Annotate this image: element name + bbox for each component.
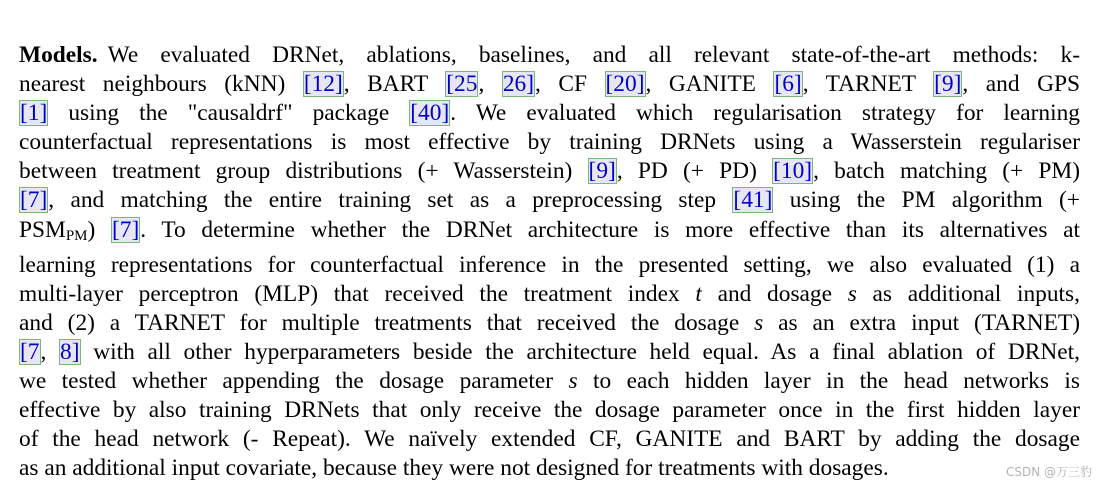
citation-link[interactable]: [12] [303, 71, 343, 98]
citation-link[interactable]: [20] [605, 71, 645, 98]
math-variable: s [754, 309, 764, 336]
citation-link[interactable]: 26] [502, 71, 534, 98]
citation-link[interactable]: [7 [20, 338, 40, 365]
text-line [19, 186, 1080, 215]
citation-link[interactable]: [7] [111, 216, 140, 243]
citation-link[interactable]: [6] [774, 71, 802, 98]
text-run: as an additional input covariate, because they were not designed for treatments with dosages. [19, 455, 889, 482]
text-run: using the "causaldrf" package [48, 100, 410, 127]
math-variable: s [568, 368, 578, 395]
text-line [19, 216, 1080, 251]
subscript: PM [65, 227, 88, 244]
text-run: , and GPS [962, 71, 1080, 98]
text-run: , CF [535, 71, 605, 98]
text-run: PSM [19, 216, 66, 243]
text-line [19, 367, 1080, 396]
text-line [19, 338, 1080, 367]
text-run: counterfactual representations is most effective by training DRNets using a Wasserstein regulariser [19, 129, 1080, 156]
citation-link[interactable]: [10] [773, 158, 813, 185]
citation-link[interactable]: [25 [446, 71, 478, 98]
text-run: , [40, 338, 60, 365]
text-run: of the head network (- Repeat). We naïvely extended CF, GANITE and BART by adding the dosage [19, 426, 1080, 453]
citation-link[interactable]: [9] [934, 71, 962, 98]
text-run: and dosage [701, 280, 848, 307]
text-run: . We evaluated which regularisation strategy for learning [450, 100, 1080, 127]
text-run: , GANITE [645, 71, 774, 98]
text-run: as additional inputs, [856, 280, 1080, 307]
text-line [19, 454, 1080, 483]
text-line [19, 70, 1080, 99]
text-run: with all other hyperparameters beside the architecture held equal. As a final ablation of DRNet, [80, 338, 1080, 365]
text-run: , PD (+ PD) [616, 158, 773, 185]
text-run: , [478, 71, 502, 98]
text-run: , and matching the entire training set as a preprocessing step [48, 187, 733, 214]
citation-link[interactable]: [9] [588, 158, 616, 185]
text-run: we tested whether appending the dosage parameter [19, 368, 569, 395]
text-run: nearest neighbours (kNN) [19, 71, 303, 98]
text-run: , BART [343, 71, 446, 98]
text-line [19, 425, 1080, 454]
text-run: learning representations for counterfactual inference in the presented setting, we also evaluated (1) a [19, 251, 1080, 278]
math-variable: t [695, 280, 702, 307]
text-line [19, 280, 1080, 309]
paragraph-heading: Models. [19, 42, 98, 68]
text-run: multi-layer perceptron (MLP) that received the treatment index [19, 280, 696, 307]
text-line [19, 309, 1080, 338]
text-line [19, 396, 1080, 425]
text-line [19, 157, 1080, 186]
text-line [19, 251, 1080, 280]
text-run: to each hidden layer in the head networks is [577, 368, 1080, 395]
citation-link[interactable]: 8] [60, 338, 80, 365]
text-run: between treatment group distributions (+ Wasserstein) [19, 158, 588, 185]
text-run: and (2) a TARNET for multiple treatments that received the dosage [19, 309, 755, 336]
text-run: as an extra input (TARNET) [763, 309, 1080, 336]
citation-link[interactable]: [40] [410, 100, 450, 127]
citation-link[interactable]: [1] [20, 100, 48, 127]
text-run: , TARNET [802, 71, 934, 98]
csdn-watermark: CSDN @万三豹 [1005, 465, 1092, 479]
text-run: , batch matching (+ PM) [813, 158, 1081, 185]
text-run: ) [87, 216, 111, 243]
text-line [19, 128, 1080, 157]
models-paragraph [19, 41, 1080, 483]
citation-link[interactable]: [7] [20, 187, 48, 214]
math-variable: s [847, 280, 857, 307]
text-line [19, 99, 1080, 128]
citation-link[interactable]: [41] [733, 187, 773, 214]
text-run: effective by also training DRNets that only receive the dosage parameter once in the first hidden layer [19, 397, 1080, 424]
text-run: using the PM algorithm (+ [773, 187, 1080, 214]
text-run: . To determine whether the DRNet architecture is more effective than its alternatives at [140, 216, 1080, 243]
text-run: We evaluated DRNet, ablations, baselines, and all relevant state-of-the-art methods: k- [107, 42, 1080, 68]
text-line [19, 41, 1080, 70]
